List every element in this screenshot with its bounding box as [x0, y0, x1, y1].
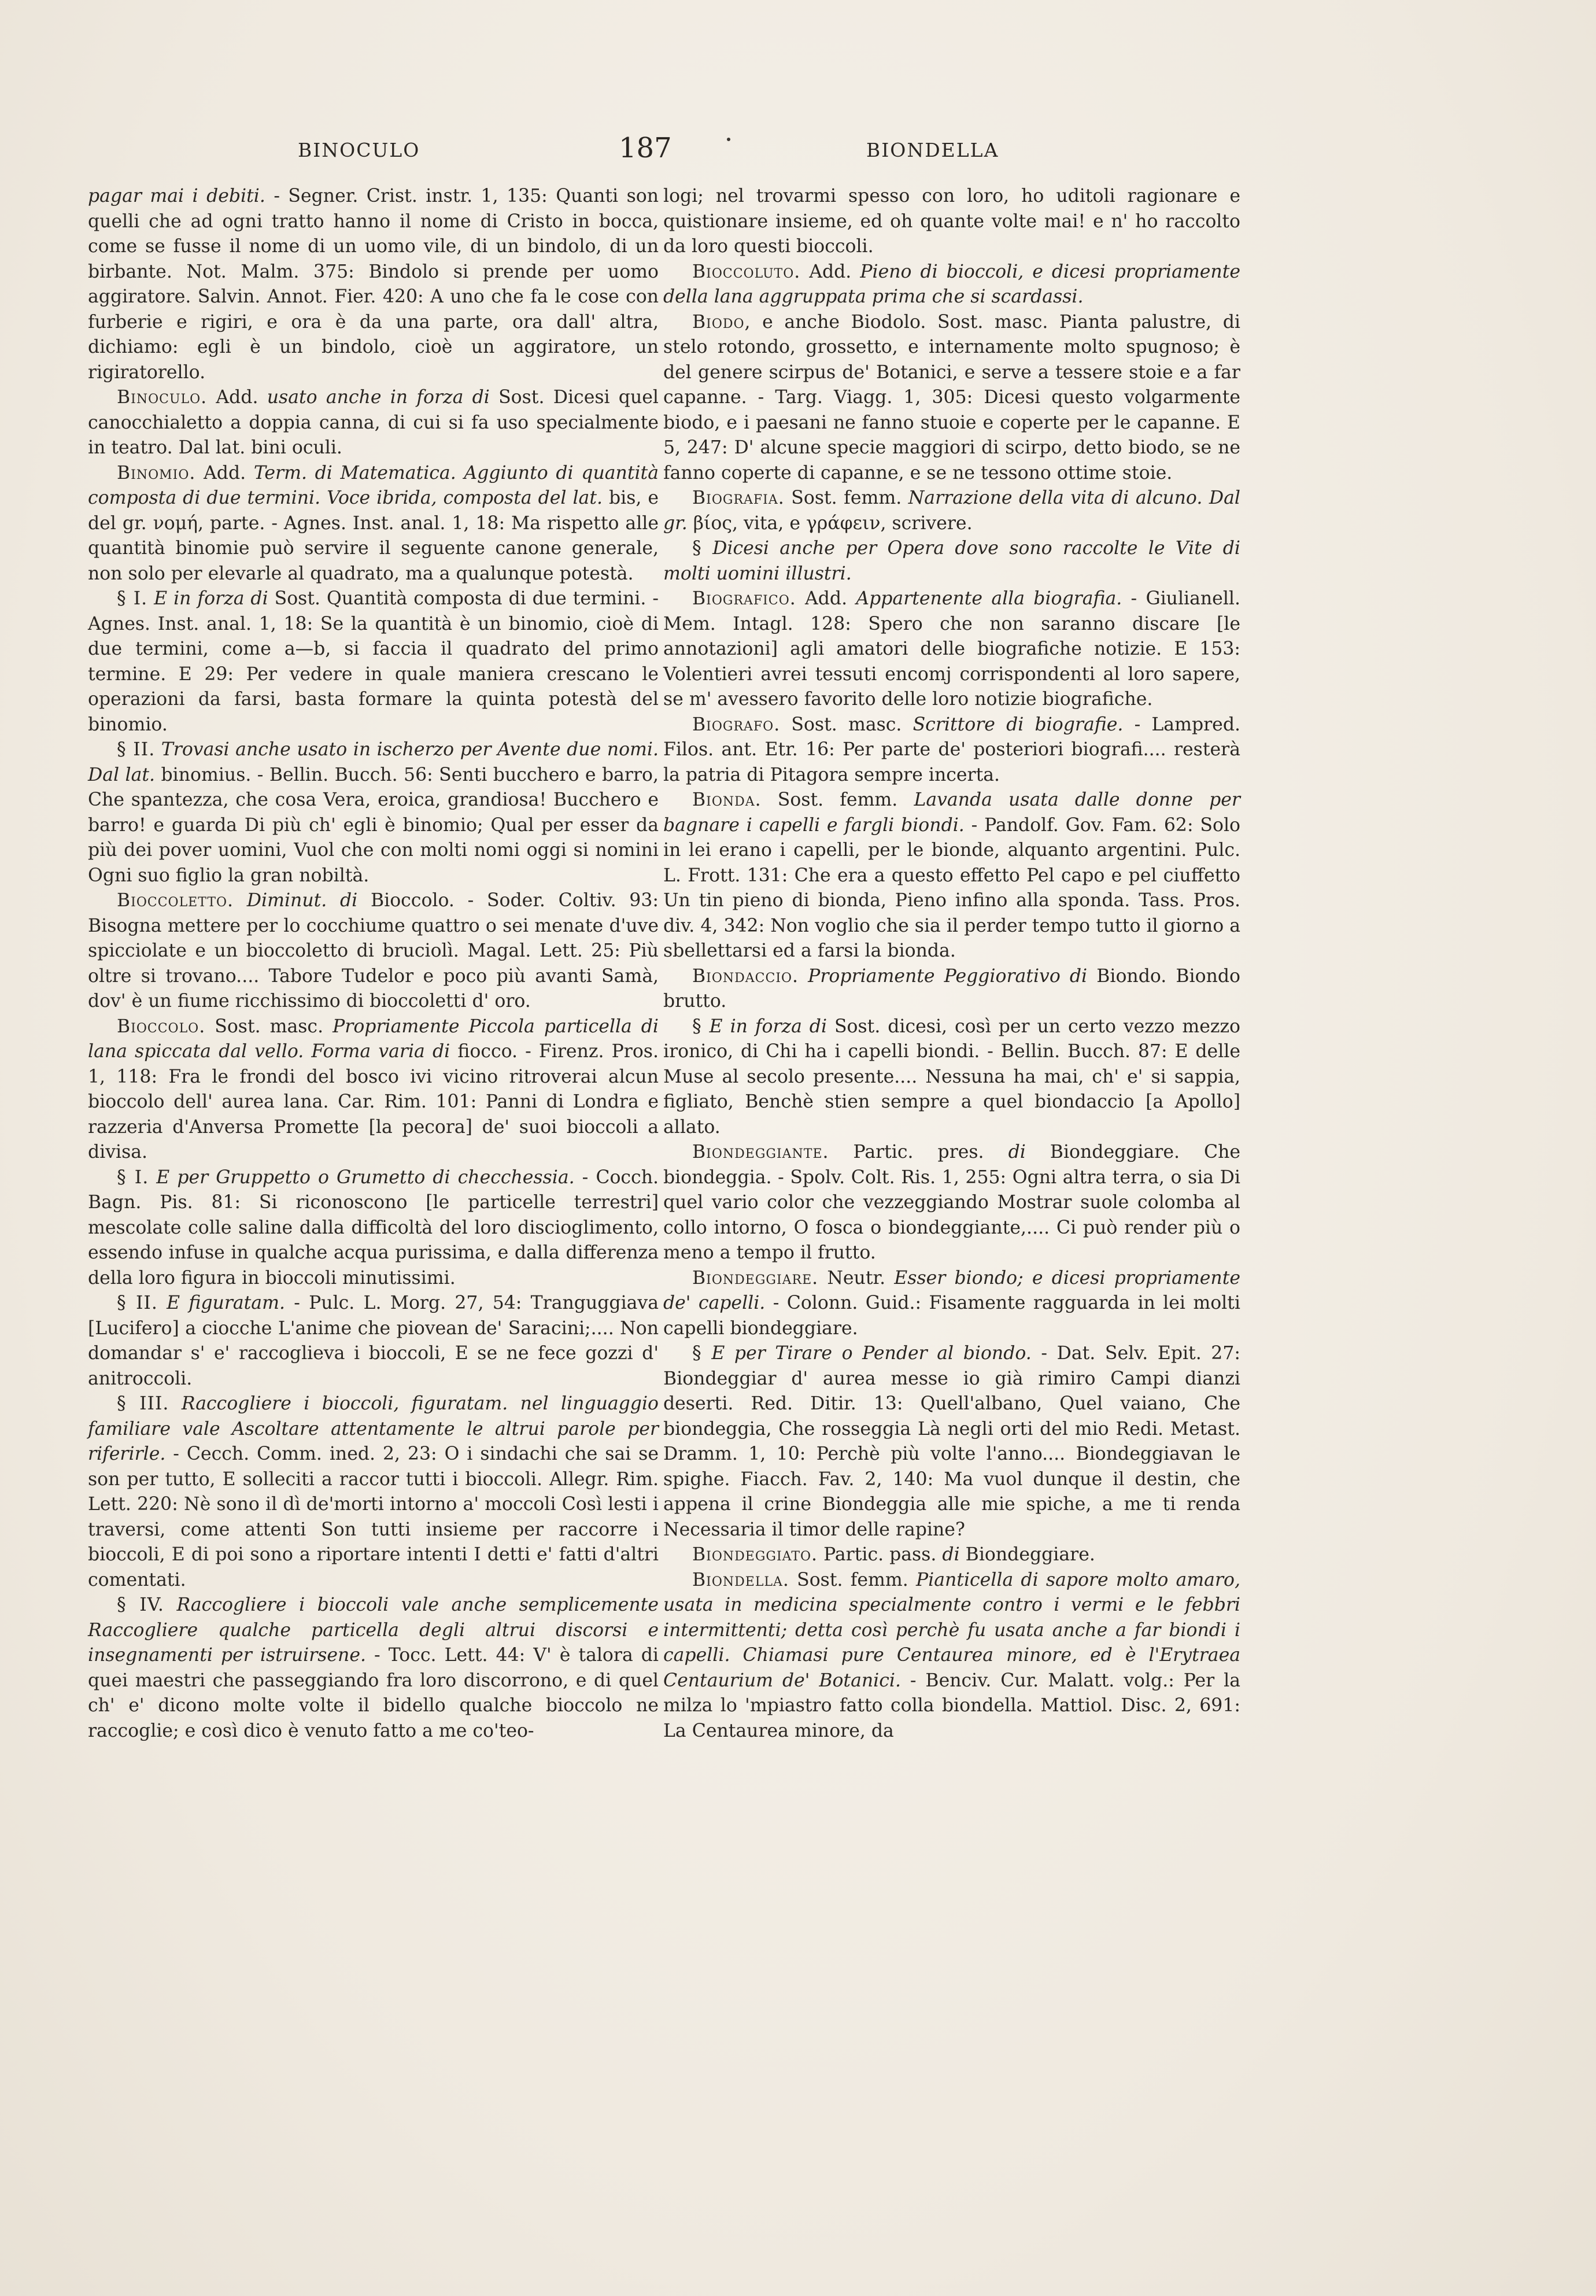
dictionary-entry: [663, 184, 1240, 260]
dictionary-entry: [663, 310, 1240, 486]
entry-body: bis, e del gr. νομή, parte. - Agnes. Inst. anal. 1, 18: Ma rispetto alle quantità binomie può servire il seguente canone generale, non solo per elevarle al quadrato, ma a qualunque potestà.: [88, 488, 659, 584]
dictionary-entry: [663, 486, 1240, 536]
entry-text: Partic. pass.: [818, 1544, 943, 1565]
entry-body: fiocco. - Firenz. Pros. 1, 118: Fra le frondi del bosco ivi vicino ritroverai alcun bioccolo dell' aurea lana. Car. Rim. 101: Panni di Londra e razzeria d'Anversa Promette [la pecora] de' suoi bioccoli a divisa.: [88, 1041, 659, 1162]
entry-text: Sost. femm.: [761, 789, 914, 810]
headword: Biondeggiato.: [692, 1544, 818, 1565]
entry-text: Add.: [195, 462, 254, 483]
running-head-right: BIONDELLA: [866, 139, 999, 161]
dictionary-entry: [663, 1341, 1240, 1542]
entry-body: Sost. Quantità composta di due termini. - Agnes. Inst. anal. 1, 18: Se la quantità è un binomio, cioè di due termini, come a—b, si faccia il quadrato del primo termine. E 29: Per vedere in quale maniera crescano le operazioni da farsi, basta formare la quinta potestà del binomio.: [88, 588, 659, 735]
entry-body: Sost. dicesi, così per un certo vezzo mezzo ironico, di Chi ha i capelli biondi. - Bellin. Bucch. 87: E delle Muse al secolo presente.... Nessuna ha mai, ch' e' si sappia, figliato, Benchè stien sempre a quel biondaccio [a Apollo] allato.: [663, 1016, 1240, 1138]
entry-definition: usato anche in forza di: [267, 387, 490, 408]
entry-definition: Propriamente Peggiorativo di: [808, 965, 1088, 987]
entry-text: [147, 588, 154, 609]
entry-body: βίος, vita, e γράφειν, scrivere.: [687, 512, 973, 534]
dictionary-entry: [88, 1291, 659, 1391]
entry-definition: di: [942, 1544, 960, 1565]
headword: § III.: [117, 1393, 169, 1414]
entry-definition: Raccogliere i bioccoli, figuratam. nel linguaggio familiare vale Ascoltare attentamente le altrui parole per riferirle.: [88, 1393, 659, 1464]
dictionary-entry: [88, 737, 659, 888]
entry-definition: E figuratam.: [167, 1293, 285, 1313]
entry-definition: Lavanda usata dalle donne per bagnare i capelli e fargli biondi.: [663, 789, 1240, 836]
headword: Biografia.: [692, 488, 785, 508]
entry-text: Sost. femm.: [784, 488, 908, 508]
headword: Binoculo.: [117, 387, 208, 408]
entry-text: Sost. masc.: [780, 714, 913, 735]
entry-text: Add.: [800, 261, 860, 282]
headword: Bioccoletto.: [117, 890, 234, 911]
entry-body: binomius. - Bellin. Bucch. 56: Senti bucchero e barro, Che spantezza, che cosa Vera, eroica, grandiosa! Bucchero e barro! e guarda Di più ch' egli è binomio; Qual per esser da più dei pover uomini, Vuol che con molti nomi oggi si nomini Ogni suo figlio la gran nobiltà.: [88, 764, 659, 886]
headword: § II.: [117, 739, 156, 760]
dictionary-entry: [88, 586, 659, 737]
headword: §: [692, 1016, 702, 1037]
entry-definition: Diminut. di: [246, 890, 358, 911]
headword: Bioccolo.: [117, 1016, 206, 1037]
entry-body: - Tocc. Lett. 44: V' è talora di quei maestri che passeggiando fra loro discorrono, e di quel ch' e' dicono molte volte il bidello qualche bioccolo ne raccoglie; e così dico è venuto fatto a me co'teo-: [88, 1645, 659, 1741]
headword: Bioccoluto.: [692, 261, 801, 282]
dictionary-entry: [88, 1165, 659, 1291]
entry-body: - Giulianell. Mem. Intagl. 128: Spero che non saranno discare [le annotazioni] agli amatori delle biografiche notizie. E 153: Volentieri avrei tessuti encomj corrispondenti al loro sapere, se m' avessero favorito delle loro notizie biografiche.: [663, 588, 1240, 710]
entry-definition: Raccogliere i bioccoli vale anche semplicemente Raccogliere qualche particella degli altrui discorsi e insegnamenti per istruirsene.: [88, 1594, 659, 1666]
dictionary-entry: [663, 1014, 1240, 1140]
entry-body: - Cecch. Comm. ined. 2, 23: O i sindachi che sai se son per tutto, E solleciti a raccor tutti i bioccoli. Allegr. Rim. Lett. 220: Nè sono il dì de'morti intorno a' moccoli Così lesti i traversi, come attenti Son tutti insieme per raccorre i bioccoli, E di poi sono a riportare intenti I detti e' fatti d'altri comentati.: [88, 1444, 659, 1590]
headword: Biondaccio.: [692, 965, 799, 987]
headword: Biografico.: [692, 588, 796, 609]
entry-definition: pagar mai i debiti.: [88, 186, 265, 206]
entry-body: - Dat. Selv. Epit. 27: Biondeggiar d' aurea messe io già rimiro Campi dianzi deserti. Red. Ditir. 13: Quell'albano, Quel vaiano, Che biondeggia, Che rosseggia Là negli orti del mio Redi. Metast. Dramm. 1, 10: Perchè più volte l'anno.... Biondeggiavan le spighe. Fiacch. Fav. 2, 140: Ma vuol dunque il destin, che appena il crine Biondeggia alle mie spiche, a me ti renda Necessaria il timor delle rapine?: [663, 1343, 1241, 1540]
entry-text: [155, 739, 161, 760]
headword: §: [692, 538, 702, 559]
entry-text: [169, 1393, 181, 1414]
entry-body: - Colonn. Guid.: Fisamente ragguarda in lei molti capelli biondeggiare.: [663, 1293, 1240, 1339]
dictionary-entry: [663, 536, 1240, 586]
entry-text: Sost. masc.: [205, 1016, 333, 1037]
headword: § IV.: [117, 1594, 164, 1615]
entry-definition: Pianticella di sapore molto amaro, usata in medicina specialmente contro i vermi e le febbri intermittenti; detta così perchè fu usata anche a far biondi i capelli. Chiamasi pure Centaurea minore, ed è l'Erytraea Centaurium de' Botanici.: [663, 1569, 1240, 1691]
dictionary-entry: [88, 385, 659, 461]
entry-definition: Narrazione della vita di alcuno. Dal gr.: [663, 488, 1240, 534]
dictionary-entry: [88, 888, 659, 1014]
entry-body: Biondeggiare.: [959, 1544, 1095, 1565]
headword: §: [692, 1343, 702, 1364]
dictionary-entry: [663, 964, 1240, 1014]
headword: Biondella.: [692, 1569, 789, 1590]
entry-definition: E in forza di: [154, 588, 268, 609]
entry-definition: Propriamente Piccola particella di lana spiccata dal vello. Forma varia di: [88, 1016, 659, 1062]
dictionary-entry: [663, 260, 1240, 310]
headword: Bionda.: [692, 789, 762, 810]
dictionary-entry: [663, 788, 1240, 964]
entry-text: Partic. pres.: [829, 1142, 1008, 1162]
headword: Biondeggiare.: [692, 1267, 819, 1289]
entry-text: [702, 538, 712, 559]
page-header: [0, 132, 1596, 174]
dictionary-entry: [663, 713, 1240, 788]
headword: Biondeggiante.: [692, 1142, 829, 1162]
dictionary-entry: [88, 1014, 659, 1165]
entry-definition: Dicesi anche per Opera dove sono raccolte le Vite di molti uomini illustri.: [663, 538, 1241, 584]
page-number: 187: [619, 132, 672, 164]
entry-body: Biondeggiare. Che biondeggia. - Spolv. Colt. Ris. 1, 255: Ogni altra terra, o sia Di quel vario color che vezzeggiando Mostrar suole colomba al collo intorno, O fosca o biondeggiante,.... Ci può render più o meno a tempo il frutto.: [663, 1142, 1240, 1263]
dictionary-entry: [88, 461, 659, 587]
entry-body: - Lampred. Filos. ant. Etr. 16: Per parte de' posteriori biografi.... resterà la patria di Pitagora sempre incerta.: [663, 714, 1240, 785]
entry-text: Add.: [796, 588, 856, 609]
entry-body: - Pandolf. Gov. Fam. 62: Solo in lei erano i capelli, per le bionde, alquanto argentini. Pulc. L. Frott. 131: Che era a questo effetto Pel capo e pel ciuffetto Un tin pieno di bionda, Pieno infino alla sponda. Tass. Pros. div. 4, 342: Non voglio che sia il perder tempo tutto il giorno a sbellettarsi ed a farsi la bionda.: [663, 814, 1240, 961]
dictionary-entry: [88, 1391, 659, 1593]
dictionary-entry: [88, 184, 659, 385]
entry-definition: E per Gruppetto o Grumetto di checchessia.: [156, 1167, 575, 1188]
headword: Biografo.: [692, 714, 781, 735]
entry-text: [702, 1016, 710, 1037]
entry-body: - Cocch. Bagn. Pis. 81: Si riconoscono [le particelle terrestri] mescolate colle saline dalla difficoltà del loro discioglimento, essendo infuse in qualche acqua purissima, e dalla differenza della loro figura in bioccoli minutissimi.: [88, 1167, 659, 1289]
dictionary-entry: [663, 1266, 1240, 1342]
entry-text: [799, 966, 808, 987]
entry-definition: Trovasi anche usato in ischerzo per Avente due nomi. Dal lat.: [88, 739, 659, 785]
headword: § II.: [117, 1293, 158, 1313]
dictionary-entry: [663, 1568, 1240, 1744]
entry-definition: E in forza di: [709, 1016, 827, 1037]
entry-body: Biondo. Biondo brutto.: [663, 965, 1240, 1012]
entry-definition: Esser biondo; e dicesi propriamente de' capelli.: [663, 1267, 1240, 1313]
entry-definition: Appartenente alla biografia.: [856, 588, 1122, 609]
entry-body: Bioccolo. - Soder. Coltiv. 93: Bisogna mettere per lo cocchiume quattro o sei menate d'uve spicciolate e un bioccoletto di bruciolì. Magal. Lett. 25: Più oltre si trovano.... Tabore Tudelor e poco più avanti Samà, dov' è un fiume ricchissimo di bioccoletti d' oro.: [88, 890, 659, 1012]
dictionary-entry: [663, 1140, 1240, 1266]
entry-body: Sost. Dicesi quel canocchialetto a doppia canna, di cui si fa uso specialmente in teatro. Dal lat. bini oculi.: [88, 387, 659, 458]
dictionary-entry: [663, 586, 1240, 713]
entry-text: [158, 1293, 167, 1313]
headword: Binomio.: [117, 462, 196, 483]
entry-text: [234, 890, 247, 911]
entry-body: Biodolo. Sost. masc. Pianta palustre, di stelo rotondo, grossetto, e internamente molto spugnoso; è del genere scirpus de' Botanici, e serve a tessere stoie e a far capanne. - Targ. Viagg. 1, 305: Dicesi questo volgarmente biodo, e i paesani ne fanno stuoie e coperte per le capanne. E 5, 247: D' alcune specie maggiori di scirpo, detto biodo, se ne fanno coperte di capanne, e se ne tessono ottime stoie.: [663, 311, 1240, 483]
headword: § I.: [117, 1167, 149, 1188]
entry-body: logi; nel trovarmi spesso con loro, ho uditoli ragionare e quistionare insieme, ed oh quante volte mai! e n' ho raccolto da loro questi bioccoli.: [663, 186, 1240, 257]
entry-text: Sost. femm.: [789, 1569, 916, 1590]
entry-text: Neutr.: [818, 1267, 895, 1289]
running-head-left: BINOCULO: [298, 139, 420, 161]
entry-body: - Pulc. L. Morg. 27, 54: Tranguggiava [Lucifero] a ciocche L'anime che piovean de' Saracini;.... Non domandar s' e' raccoglieva i bioccoli, E se ne fece gozzi d' anitroccoli.: [88, 1293, 659, 1389]
dictionary-entry: [88, 1593, 659, 1744]
entry-definition: Scrittore di biografie.: [912, 714, 1124, 735]
entry-text: [149, 1167, 156, 1188]
entry-text: e anche: [751, 311, 851, 333]
entry-text: [702, 1343, 712, 1364]
entry-definition: E per Tirare o Pender al biondo.: [711, 1343, 1032, 1364]
entry-body: - Benciv. Cur. Malatt. volg.: Per la milza lo 'mpiastro fatto colla biondella. Mattiol. Disc. 2, 691: La Centaurea minore, da: [663, 1670, 1240, 1741]
entry-body: - Segner. Crist. instr. 1, 135: Quanti son quelli che ad ogni tratto hanno il nome di Cristo in bocca, come se fusse il nome di un uomo vile, di un bindolo, di un birbante. Not. Malm. 375: Bindolo si prende per uomo aggiratore. Salvin. Annot. Fier. 420: A uno che fa le cose con furberie e rigiri, e ora è da una parte, ora dall' altra, dichiamo: egli è un bindolo, cioè un aggiratore, un rigiratorello.: [88, 186, 659, 383]
entry-text: Add.: [207, 387, 267, 408]
entry-definition: Pieno di bioccoli, e dicesi propriamente della lana aggruppata prima che si scardassi.: [663, 261, 1240, 307]
headword: § I.: [117, 588, 148, 609]
entry-definition: di: [1008, 1142, 1026, 1162]
right-column: [663, 184, 1240, 1744]
headword: Biodo,: [692, 311, 751, 333]
entry-text: [164, 1594, 177, 1615]
dictionary-entry: [663, 1542, 1240, 1568]
left-column: [88, 184, 659, 1744]
entry-definition: Term. di Matematica. Aggiunto di quantità composta di due termini. Voce ibrida, composta del lat.: [88, 462, 659, 508]
